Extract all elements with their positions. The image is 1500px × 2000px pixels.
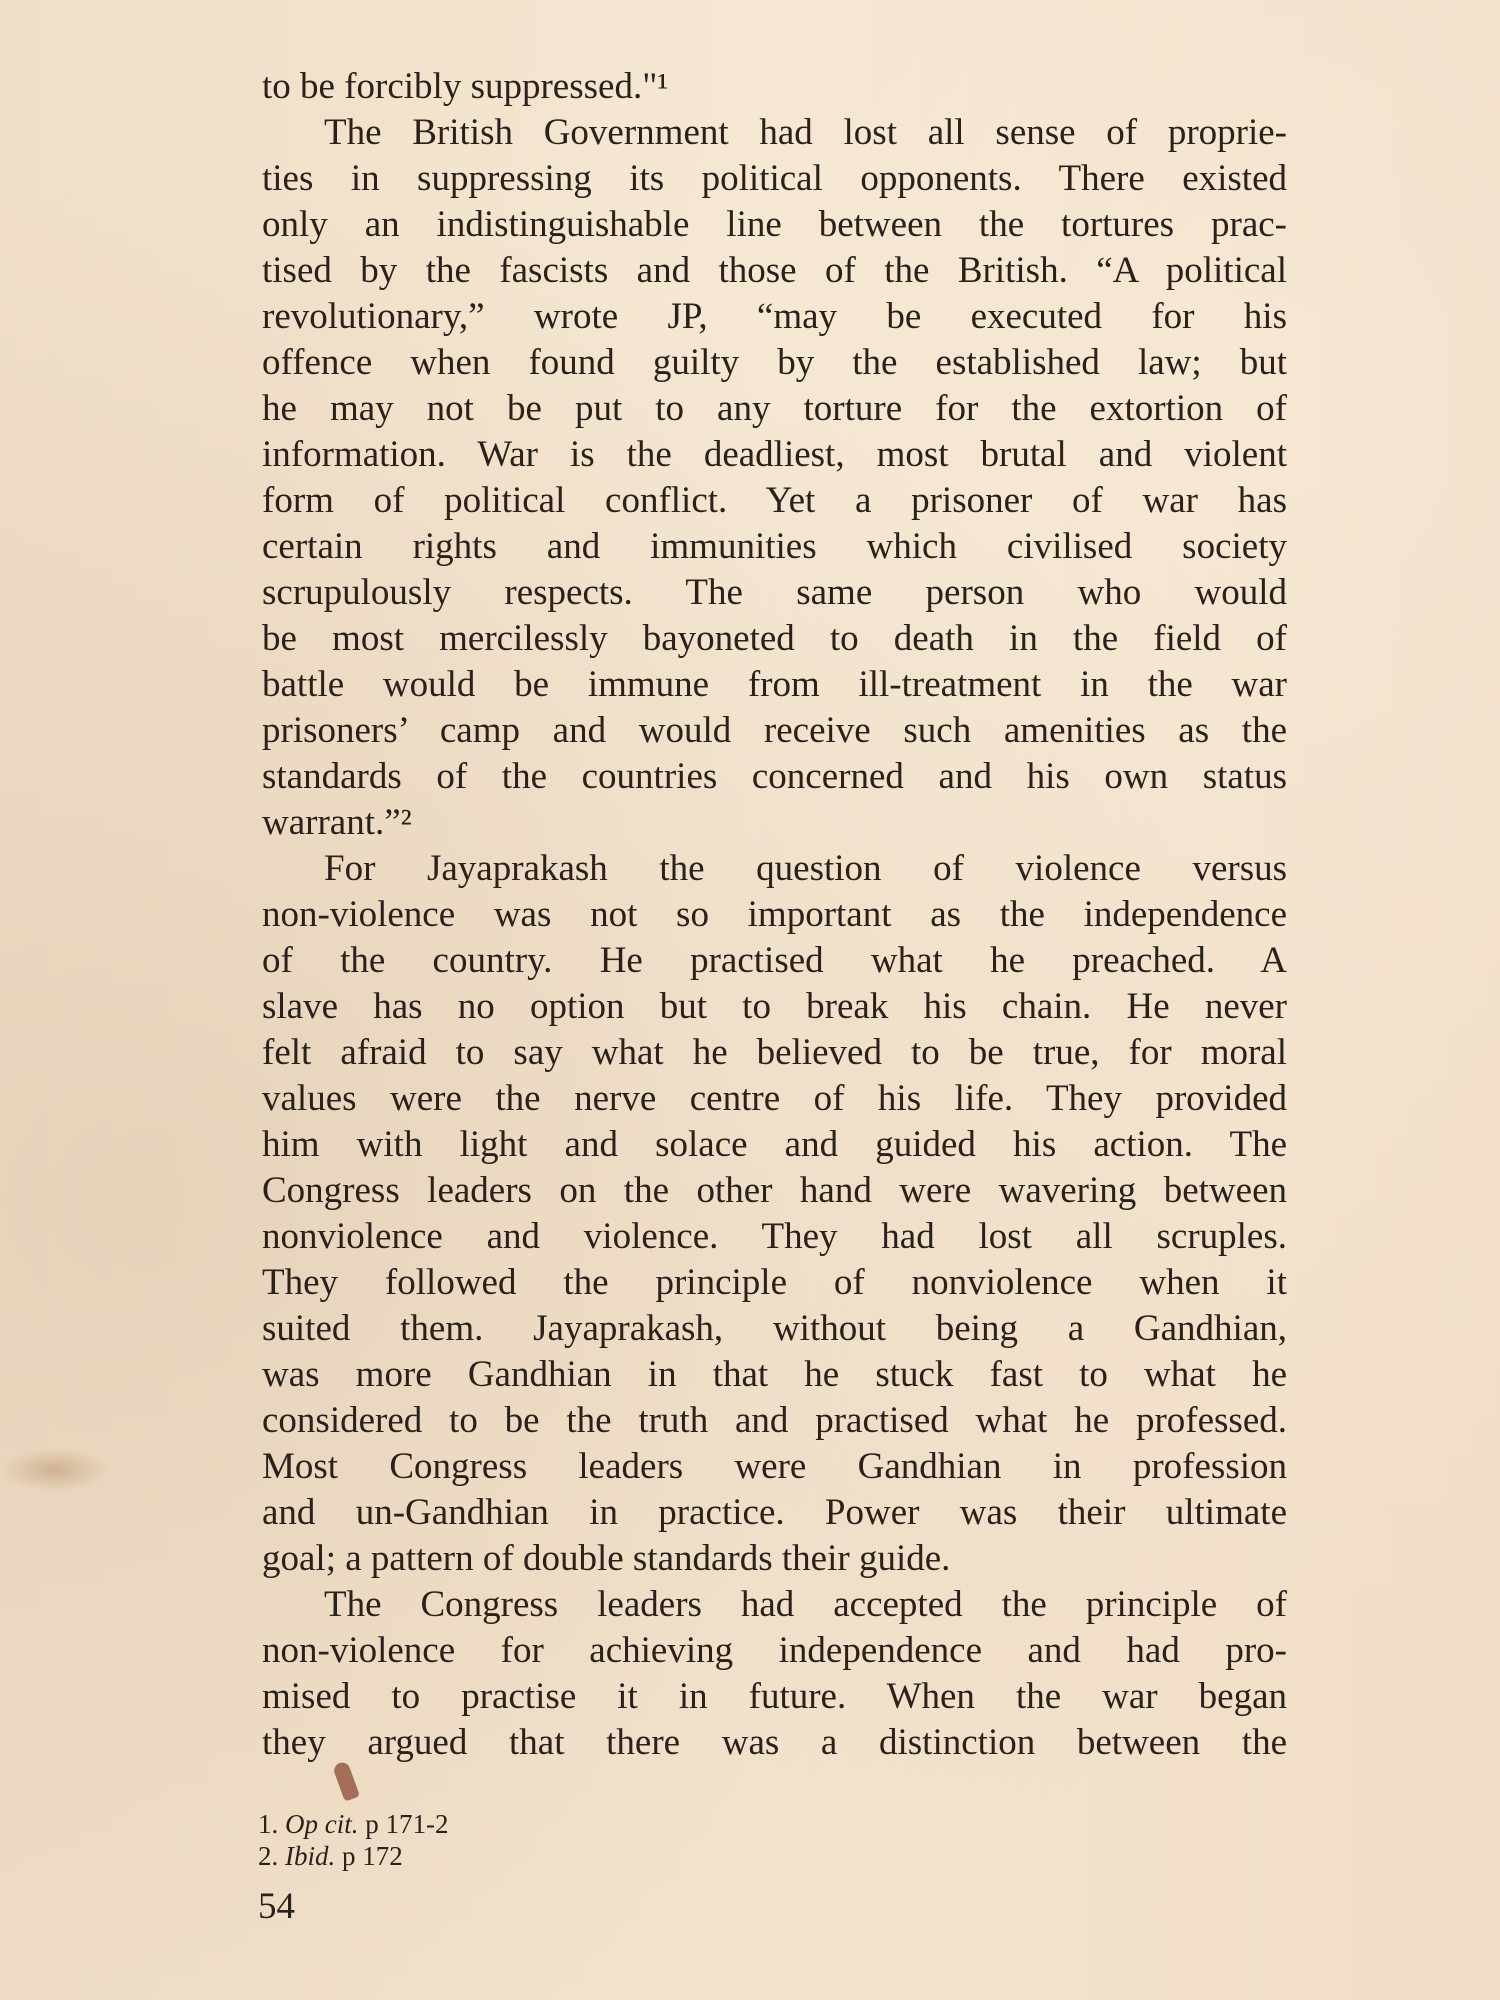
ink-mark bbox=[332, 1760, 360, 1801]
text-line: of the country. He practised what he preached. A bbox=[262, 940, 1287, 981]
text-line: be most mercilessly bayoneted to death in the field of bbox=[262, 618, 1287, 659]
body-text bbox=[262, 64, 1287, 1766]
text-line: him with light and solace and guided his action. The bbox=[262, 1124, 1287, 1165]
footnote-1 bbox=[258, 1808, 958, 1840]
text-line: mised to practise it in future. When the war began bbox=[262, 1676, 1287, 1717]
footnote-page: p 172 bbox=[342, 1841, 403, 1871]
text-line: and un-Gandhian in practice. Power was their ultimate bbox=[262, 1492, 1287, 1533]
text-line: scrupulously respects. The same person who would bbox=[262, 572, 1287, 613]
text-line: Most Congress leaders were Gandhian in profession bbox=[262, 1446, 1287, 1487]
text-line: slave has no option but to break his chain. He never bbox=[262, 986, 1287, 1027]
text-line: goal; a pattern of double standards their guide. bbox=[262, 1538, 951, 1579]
text-line: revolutionary,” wrote JP, “may be executed for his bbox=[262, 296, 1287, 337]
text-line: The British Government had lost all sense of proprie- bbox=[324, 112, 1287, 153]
text-line: offence when found guilty by the established law; but bbox=[262, 342, 1287, 383]
text-line: They followed the principle of nonviolence when it bbox=[262, 1262, 1287, 1303]
text-line: form of political conflict. Yet a prisoner of war has bbox=[262, 480, 1287, 521]
text-line: warrant.”² bbox=[262, 802, 412, 843]
text-line: prisoners’ camp and would receive such amenities as the bbox=[262, 710, 1287, 751]
text-line: standards of the countries concerned and his own status bbox=[262, 756, 1287, 797]
footnote-page: p 171-2 bbox=[365, 1809, 449, 1839]
footnote-2 bbox=[258, 1840, 958, 1872]
text-line: tised by the fascists and those of the British. “A political bbox=[262, 250, 1287, 291]
text-line: considered to be the truth and practised what he professed. bbox=[262, 1400, 1287, 1441]
page-number: 54 bbox=[258, 1886, 295, 1927]
text-line: values were the nerve centre of his life. They provided bbox=[262, 1078, 1287, 1119]
text-line: suited them. Jayaprakash, without being a Gandhian, bbox=[262, 1308, 1287, 1349]
text-line: they argued that there was a distinction between the bbox=[262, 1722, 1287, 1763]
footnote-ref: Op cit. bbox=[285, 1809, 359, 1839]
text-line: non-violence for achieving independence and had pro- bbox=[262, 1630, 1287, 1671]
text-line: felt afraid to say what he believed to be true, for moral bbox=[262, 1032, 1287, 1073]
text-line: certain rights and immunities which civilised society bbox=[262, 526, 1287, 567]
text-line: The Congress leaders had accepted the principle of bbox=[324, 1584, 1287, 1625]
text-line: was more Gandhian in that he stuck fast to what he bbox=[262, 1354, 1287, 1395]
text-line: nonviolence and violence. They had lost all scruples. bbox=[262, 1216, 1287, 1257]
text-line: ties in suppressing its political opponents. There existed bbox=[262, 158, 1287, 199]
text-line: only an indistinguishable line between the tortures prac- bbox=[262, 204, 1287, 245]
footnote-number: 2. bbox=[258, 1841, 279, 1871]
text-line: non-violence was not so important as the independence bbox=[262, 894, 1287, 935]
text-line: Congress leaders on the other hand were wavering between bbox=[262, 1170, 1287, 1211]
footnote-ref: Ibid. bbox=[285, 1841, 336, 1871]
text-line: he may not be put to any torture for the extortion of bbox=[262, 388, 1287, 429]
paper-stain bbox=[0, 1448, 110, 1492]
text-line: For Jayaprakash the question of violence versus bbox=[324, 848, 1287, 889]
footnotes bbox=[258, 1808, 958, 1872]
text-line: information. War is the deadliest, most brutal and violent bbox=[262, 434, 1287, 475]
text-line: battle would be immune from ill-treatment in the war bbox=[262, 664, 1287, 705]
text-line: to be forcibly suppressed."¹ bbox=[262, 66, 669, 107]
footnote-number: 1. bbox=[258, 1809, 279, 1839]
